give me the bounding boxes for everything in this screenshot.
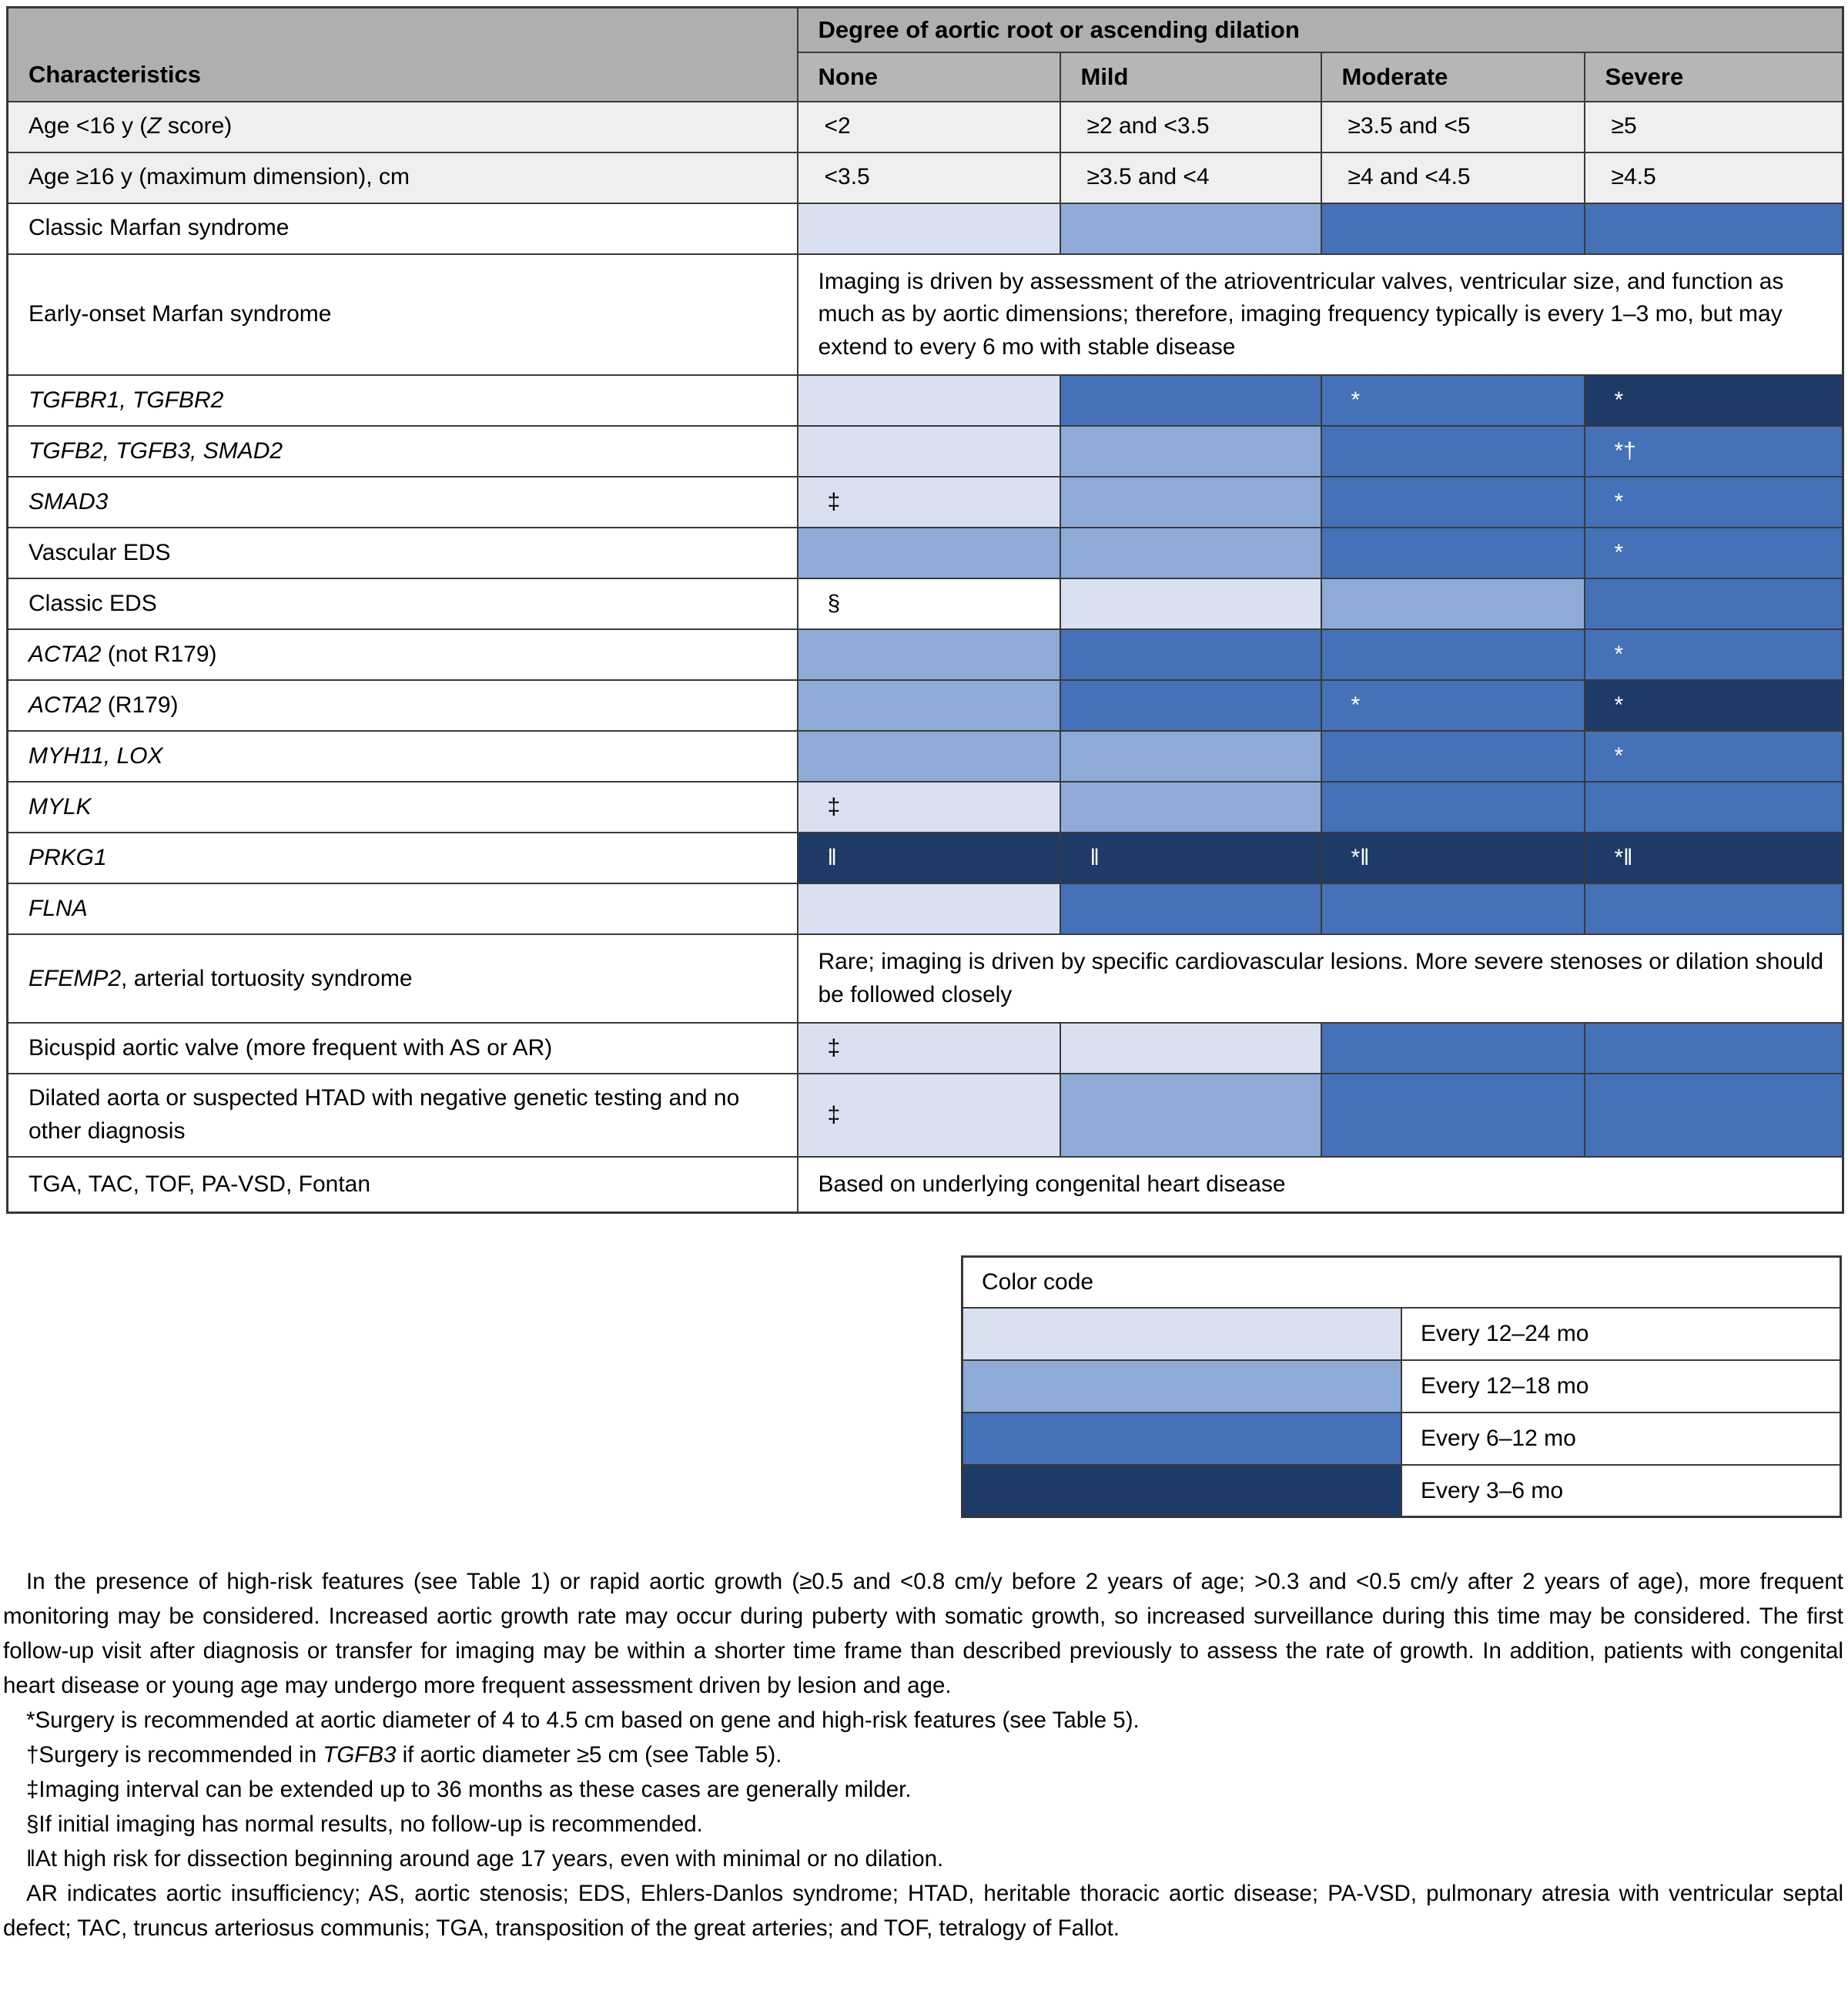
row-label-gene: EFEMP2 [28,965,122,991]
frequency-cell [798,375,1060,426]
frequency-cell [1321,1023,1585,1074]
frequency-cell [1060,477,1321,528]
frequency-cell [1060,782,1321,833]
frequency-cell [1321,1074,1585,1156]
footnote-dagger [3,1738,1843,1772]
row-label-text: TGA, TAC, TOF, PA-VSD, Fontan [28,1171,371,1197]
table-row [8,883,1843,934]
frequency-cell: *† [1585,426,1843,477]
frequency-cell: * [1585,629,1843,680]
frequency-cell [1585,1023,1843,1074]
row-label [8,254,798,376]
legend-swatch-3-6 [962,1465,1402,1517]
frequency-cell: * [1585,375,1843,426]
table-row [8,203,1843,254]
row-label [8,731,798,782]
frequency-cell [1321,477,1585,528]
frequency-cell [1060,578,1321,629]
frequency-cell [1321,883,1585,934]
row-label-text: Early-onset Marfan syndrome [28,301,332,327]
table-row [8,426,1843,477]
frequency-cell [1585,203,1843,254]
frequency-cell: * [1585,477,1843,528]
row-label-text: Age <16 y ( [28,113,148,139]
dilation-degree-header: Degree of aortic root or ascending dilation [798,8,1843,52]
frequency-cell: * [1321,375,1585,426]
table-row [8,1023,1843,1074]
frequency-cell: *‖ [1585,833,1843,883]
row-label [8,833,798,883]
legend-swatch-6-12 [962,1413,1402,1465]
threshold-value-cell: ≥3.5 and <5 [1321,102,1585,152]
threshold-value-cell: ≥3.5 and <4 [1060,152,1321,203]
row-label-gene: TGFBR1, TGFBR2 [28,387,224,413]
row-label-gene: PRKG1 [28,844,107,870]
legend-row [962,1413,1841,1465]
footnote-section-text: §If initial imaging has normal results, no follow-up is recommended. [26,1811,703,1838]
frequency-cell: * [1585,528,1843,578]
legend-title-row [962,1257,1841,1308]
table-row [8,102,1843,152]
table-row [8,578,1843,629]
row-label [8,203,798,254]
header-row-top [8,8,1843,52]
row-label-text: (R179) [101,692,179,718]
table-row [8,375,1843,426]
row-note: Imaging is driven by assessment of the atrioventricular valves, ventricular size, and function as much as by aortic dimensions; therefore, imaging frequency typically is every 1–3 mo, but may extend to every 6 mo with stable disease [798,254,1843,376]
row-label-gene: Z [147,113,162,139]
frequency-cell [1060,528,1321,578]
footnote-double-dagger-text: ‡Imaging interval can be extended up to 36 months as these cases are generally milder. [26,1777,912,1803]
frequency-cell [798,883,1060,934]
row-label [8,528,798,578]
threshold-value-cell: ≥4.5 [1585,152,1843,203]
row-label [8,629,798,680]
frequency-cell: ‡ [798,1074,1060,1156]
frequency-cell: ‡ [798,477,1060,528]
row-label [8,1074,798,1156]
threshold-value-cell: ≥4 and <4.5 [1321,152,1585,203]
footnote-dagger-pre: †Surgery is recommended in [26,1742,323,1768]
row-label [8,152,798,203]
row-label [8,1023,798,1074]
frequency-cell [1321,731,1585,782]
row-label [8,426,798,477]
legend-label-3-6: Every 3–6 mo [1401,1465,1841,1517]
row-label-text: Bicuspid aortic valve (more frequent with AS or AR) [28,1035,553,1061]
legend-table [961,1255,1842,1518]
threshold-value-cell: <3.5 [798,152,1060,203]
footnotes [3,1564,1843,1945]
column-header-severe: Severe [1585,52,1843,102]
page [0,6,1848,1994]
table-row [8,1074,1843,1156]
frequency-cell [1585,782,1843,833]
row-label-gene: MYLK [28,793,92,819]
footnote-section [3,1807,1843,1842]
footnote-double-dagger [3,1772,1843,1807]
row-label-gene: ACTA2 [28,641,102,667]
frequency-cell [1060,1023,1321,1074]
column-header-none: None [798,52,1060,102]
frequency-cell: ‡ [798,782,1060,833]
frequency-cell [1060,680,1321,731]
threshold-value-cell: ≥5 [1585,102,1843,152]
table-row [8,782,1843,833]
frequency-cell [798,426,1060,477]
footnote-dagger-gene: TGFB3 [323,1742,397,1768]
frequency-cell [1321,203,1585,254]
frequency-cell [1585,1074,1843,1156]
table-row [8,731,1843,782]
row-label-gene: FLNA [28,895,88,921]
row-note: Based on underlying congenital heart disease [798,1157,1843,1213]
frequency-cell: ‖ [798,833,1060,883]
footnote-parallel-text: ‖At high risk for dissection beginning around age 17 years, even with minimal or no dilation. [26,1846,944,1872]
threshold-value-cell: ≥2 and <3.5 [1060,102,1321,152]
frequency-cell: § [798,578,1060,629]
row-label-text: score) [161,113,233,139]
row-label [8,375,798,426]
row-label [8,782,798,833]
frequency-cell [1585,578,1843,629]
row-label-gene: TGFB2, TGFB3, SMAD2 [28,437,283,464]
frequency-cell [1060,203,1321,254]
legend-row [962,1360,1841,1413]
frequency-cell [1060,883,1321,934]
row-label-text: Vascular EDS [28,539,171,565]
row-label-text: , arterial tortuosity syndrome [121,965,413,991]
row-note: Rare; imaging is driven by specific cardiovascular lesions. More severe stenoses or dilation should be followed closely [798,934,1843,1023]
row-label-text: Classic EDS [28,590,157,616]
frequency-cell [1585,883,1843,934]
frequency-cell [798,203,1060,254]
column-header-mild: Mild [1060,52,1321,102]
legend-swatch-12-24 [962,1308,1402,1360]
row-label [8,578,798,629]
frequency-cell [798,629,1060,680]
legend-row [962,1308,1841,1360]
footnote-dagger-post: if aortic diameter ≥5 cm (see Table 5). [396,1742,782,1768]
row-label [8,680,798,731]
frequency-cell [1321,578,1585,629]
legend-row [962,1465,1841,1517]
frequency-cell [1321,528,1585,578]
footnote-general-text: In the presence of high-risk features (see Table 1) or rapid aortic growth (≥0.5 and <0.8 cm/y before 2 years of age; >0.3 and <0.5 cm/y after 2 years of age), more frequent monitoring may be considered. Increased aortic growth rate may occur during puberty with somatic growth, so increased surveillance during this time may be considered. The first follow-up visit after diagnosis or transfer for imaging may be within a shorter time frame than described previously to assess the rate of growth. In addition, patients with congenital heart disease or young age may undergo more frequent assessment driven by lesion and age. [3,1569,1843,1699]
row-label [8,477,798,528]
frequency-cell: ‖ [1060,833,1321,883]
frequency-cell [1060,731,1321,782]
row-label [8,934,798,1023]
table-row [8,254,1843,376]
frequency-cell [1060,1074,1321,1156]
frequency-cell [1321,426,1585,477]
table-row [8,680,1843,731]
frequency-cell [1060,375,1321,426]
table-row [8,528,1843,578]
frequency-cell [1321,782,1585,833]
footnote-parallel [3,1842,1843,1876]
table-row [8,477,1843,528]
frequency-cell [798,680,1060,731]
frequency-cell: * [1321,680,1585,731]
row-label-gene: MYH11, LOX [28,742,163,769]
threshold-value-cell: <2 [798,102,1060,152]
frequency-cell [798,731,1060,782]
frequency-cell: * [1585,731,1843,782]
table-row [8,833,1843,883]
row-label-text: Age ≥16 y (maximum dimension), cm [28,164,410,190]
frequency-cell: ‡ [798,1023,1060,1074]
row-label [8,102,798,152]
table-row [8,629,1843,680]
row-label-text: (not R179) [101,641,217,667]
footnote-abbreviations-text: AR indicates aortic insufficiency; AS, aortic stenosis; EDS, Ehlers-Danlos syndrome; HTAD, heritable thoracic aortic disease; PA-VSD, pulmonary atresia with ventricular septal defect; TAC, truncus arteriosus communis; TGA, transposition of the great arteries; and TOF, tetralogy of Fallot. [3,1881,1843,1942]
legend-title: Color code [962,1257,1841,1308]
table-row [8,1157,1843,1213]
frequency-cell [1060,426,1321,477]
surveillance-table [6,6,1844,1214]
footnote-asterisk-text: *Surgery is recommended at aortic diameter of 4 to 4.5 cm based on gene and high-risk features (see Table 5). [26,1707,1140,1734]
frequency-cell: * [1585,680,1843,731]
footnote-abbreviations [3,1876,1843,1945]
footnote-general [3,1564,1843,1703]
row-label-gene: ACTA2 [28,692,102,718]
row-label-text: Classic Marfan syndrome [28,215,290,241]
footnote-asterisk [3,1703,1843,1738]
column-header-moderate: Moderate [1321,52,1585,102]
legend-label-12-18: Every 12–18 mo [1401,1360,1841,1413]
table-header [8,8,1843,102]
legend-label-12-24: Every 12–24 mo [1401,1308,1841,1360]
row-label-gene: SMAD3 [28,488,109,514]
row-label-text: Dilated aorta or suspected HTAD with negative genetic testing and no other diagnosis [28,1085,740,1144]
legend-label-6-12: Every 6–12 mo [1401,1413,1841,1465]
row-label [8,1157,798,1213]
frequency-cell: *‖ [1321,833,1585,883]
characteristics-header: Characteristics [8,8,798,102]
table-row [8,152,1843,203]
frequency-cell [798,528,1060,578]
row-label [8,883,798,934]
frequency-cell [1321,629,1585,680]
legend-swatch-12-18 [962,1360,1402,1413]
surveillance-table-body [8,102,1843,1213]
table-row [8,934,1843,1023]
frequency-cell [1060,629,1321,680]
